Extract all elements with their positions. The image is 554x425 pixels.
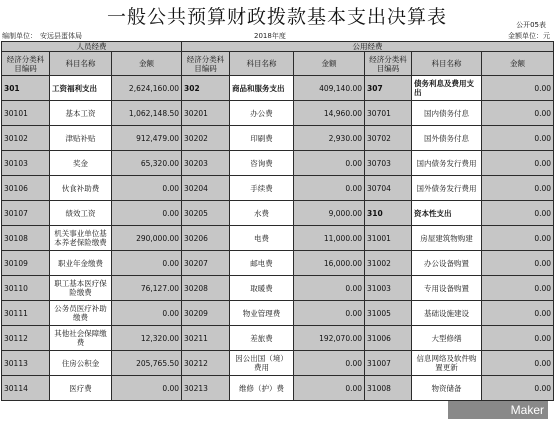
cell-name: 奖金 [50, 151, 112, 176]
form-code: 公开05表 [516, 21, 546, 29]
cell-amount: 0.00 [482, 301, 554, 326]
cell-code: 30701 [365, 101, 412, 126]
cell-amount: 12,320.00 [112, 326, 182, 351]
cell-amount: 0.00 [482, 126, 554, 151]
col-header-code: 经济分类科目编码 [365, 52, 412, 76]
cell-name: 职业年金缴费 [50, 251, 112, 276]
cell-amount: 14,960.00 [294, 101, 365, 126]
cell-amount: 76,127.00 [112, 276, 182, 301]
cell-name: 机关事业单位基本养老保险缴费 [50, 226, 112, 251]
cell-amount: 0.00 [482, 251, 554, 276]
cell-amount: 0.00 [294, 376, 365, 401]
cell-name: 基础设施建设 [412, 301, 482, 326]
cell-amount: 11,000.00 [294, 226, 365, 251]
col-header-code: 经济分类科目编码 [2, 52, 50, 76]
col-header-name: 科目名称 [230, 52, 294, 76]
cell-code: 30212 [182, 351, 230, 376]
col-header-name: 科目名称 [50, 52, 112, 76]
table-row [2, 101, 554, 126]
cell-amount: 0.00 [482, 326, 554, 351]
cell-name: 维修（护）费 [230, 376, 294, 401]
cell-code: 30110 [2, 276, 50, 301]
cell-code: 30702 [365, 126, 412, 151]
cell-code: 302 [182, 76, 230, 101]
table-row [2, 251, 554, 276]
cell-name: 咨询费 [230, 151, 294, 176]
cell-amount: 0.00 [294, 351, 365, 376]
cell-name: 手续费 [230, 176, 294, 201]
cell-code: 30109 [2, 251, 50, 276]
cell-name: 住房公积金 [50, 351, 112, 376]
cell-amount: 0.00 [482, 76, 554, 101]
cell-name: 工资福利支出 [50, 76, 112, 101]
cell-name: 物业管理费 [230, 301, 294, 326]
cell-amount: 0.00 [112, 301, 182, 326]
section-personnel: 人员经费 [2, 42, 182, 52]
cell-amount: 0.00 [482, 226, 554, 251]
page-title: 一般公共预算财政拨款基本支出决算表 [106, 6, 447, 28]
cell-code: 31001 [365, 226, 412, 251]
cell-amount: 2,624,160.00 [112, 76, 182, 101]
table-row [2, 226, 554, 251]
cell-name: 基本工资 [50, 101, 112, 126]
column-header-row [2, 52, 554, 76]
cell-amount: 1,062,148.50 [112, 101, 182, 126]
cell-amount: 0.00 [112, 176, 182, 201]
cell-name: 国内债务付息 [412, 101, 482, 126]
cell-name: 信息网络及软件购置更新 [412, 351, 482, 376]
cell-code: 30201 [182, 101, 230, 126]
cell-name: 国外债务发行费用 [412, 176, 482, 201]
cell-code: 30111 [2, 301, 50, 326]
cell-code: 30114 [2, 376, 50, 401]
cell-code: 30205 [182, 201, 230, 226]
col-header-code: 经济分类科目编码 [182, 52, 230, 76]
cell-code: 30206 [182, 226, 230, 251]
unit-name: 安远县蛋体局 [40, 32, 82, 40]
cell-code: 30202 [182, 126, 230, 151]
cell-amount: 65,320.00 [112, 151, 182, 176]
col-header-amount: 金额 [294, 52, 365, 76]
cell-amount: 192,070.00 [294, 326, 365, 351]
cell-code: 30209 [182, 301, 230, 326]
cell-code: 30213 [182, 376, 230, 401]
cell-amount: 2,930.00 [294, 126, 365, 151]
cell-name: 大型修缮 [412, 326, 482, 351]
cell-name: 商品和服务支出 [230, 76, 294, 101]
cell-code: 31007 [365, 351, 412, 376]
cell-code: 30704 [365, 176, 412, 201]
cell-amount: 0.00 [482, 151, 554, 176]
col-header-name: 科目名称 [412, 52, 482, 76]
cell-amount: 9,000.00 [294, 201, 365, 226]
cell-code: 31005 [365, 301, 412, 326]
cell-name: 国外债务付息 [412, 126, 482, 151]
cell-name: 职工基本医疗保险缴费 [50, 276, 112, 301]
cell-amount: 205,765.50 [112, 351, 182, 376]
table-row [2, 176, 554, 201]
cell-amount: 0.00 [482, 276, 554, 301]
cell-code: 31006 [365, 326, 412, 351]
cell-code: 30106 [2, 176, 50, 201]
cell-code: 30204 [182, 176, 230, 201]
cell-code: 310 [365, 201, 412, 226]
cell-amount: 0.00 [294, 301, 365, 326]
watermark: Maker [448, 401, 548, 419]
table-row [2, 376, 554, 401]
cell-name: 伙食补助费 [50, 176, 112, 201]
col-header-amount: 金额 [112, 52, 182, 76]
cell-amount: 0.00 [112, 251, 182, 276]
cell-name: 专用设备购置 [412, 276, 482, 301]
cell-name: 水费 [230, 201, 294, 226]
table-row [2, 76, 554, 101]
cell-amount: 0.00 [294, 151, 365, 176]
cell-code: 30108 [2, 226, 50, 251]
cell-name: 债务利息及费用支出 [412, 76, 482, 101]
cell-code: 30112 [2, 326, 50, 351]
cell-name: 公务员医疗补助缴费 [50, 301, 112, 326]
cell-code: 30207 [182, 251, 230, 276]
cell-code: 30203 [182, 151, 230, 176]
cell-name: 津贴补贴 [50, 126, 112, 151]
table-row [2, 351, 554, 376]
table-row [2, 151, 554, 176]
cell-amount: 290,000.00 [112, 226, 182, 251]
section-row [2, 42, 554, 52]
cell-code: 30211 [182, 326, 230, 351]
table-row [2, 201, 554, 226]
cell-name: 电费 [230, 226, 294, 251]
cell-name: 印刷费 [230, 126, 294, 151]
cell-amount: 409,140.00 [294, 76, 365, 101]
meta-line [2, 31, 552, 41]
cell-code: 31008 [365, 376, 412, 401]
cell-amount: 0.00 [482, 201, 554, 226]
cell-name: 邮电费 [230, 251, 294, 276]
cell-amount: 0.00 [294, 276, 365, 301]
cell-code: 30208 [182, 276, 230, 301]
section-public: 公用经费 [182, 42, 554, 52]
cell-code: 31003 [365, 276, 412, 301]
cell-amount: 0.00 [112, 201, 182, 226]
cell-name: 差旅费 [230, 326, 294, 351]
table-row [2, 126, 554, 151]
cell-name: 资本性支出 [412, 201, 482, 226]
cell-name: 国内债务发行费用 [412, 151, 482, 176]
report-year: 2018年度 [254, 32, 286, 40]
cell-code: 31002 [365, 251, 412, 276]
cell-name: 医疗费 [50, 376, 112, 401]
cell-amount: 0.00 [482, 376, 554, 401]
cell-name: 取暖费 [230, 276, 294, 301]
cell-name: 办公设备购置 [412, 251, 482, 276]
cell-name: 物资储备 [412, 376, 482, 401]
cell-name: 房屋建筑物购建 [412, 226, 482, 251]
cell-amount: 0.00 [112, 376, 182, 401]
table-row [2, 301, 554, 326]
cell-code: 30102 [2, 126, 50, 151]
cell-amount: 0.00 [482, 101, 554, 126]
cell-code: 30703 [365, 151, 412, 176]
cell-amount: 0.00 [482, 176, 554, 201]
cell-code: 30107 [2, 201, 50, 226]
table-row [2, 326, 554, 351]
cell-code: 30103 [2, 151, 50, 176]
cell-code: 30113 [2, 351, 50, 376]
cell-name: 其他社会保障缴费 [50, 326, 112, 351]
col-header-amount: 金额 [482, 52, 554, 76]
cell-code: 30101 [2, 101, 50, 126]
cell-name: 绩效工资 [50, 201, 112, 226]
cell-code: 307 [365, 76, 412, 101]
cell-amount: 0.00 [294, 176, 365, 201]
cell-name: 因公出国（境）费用 [230, 351, 294, 376]
cell-name: 办公费 [230, 101, 294, 126]
cell-amount: 0.00 [482, 351, 554, 376]
cell-amount: 912,479.00 [112, 126, 182, 151]
unit-label: 编制单位： [2, 32, 37, 40]
expenditure-table [1, 41, 554, 401]
cell-amount: 16,000.00 [294, 251, 365, 276]
table-row [2, 276, 554, 301]
table-body [2, 76, 554, 401]
cell-code: 301 [2, 76, 50, 101]
money-unit: 金额单位：元 [508, 32, 550, 40]
